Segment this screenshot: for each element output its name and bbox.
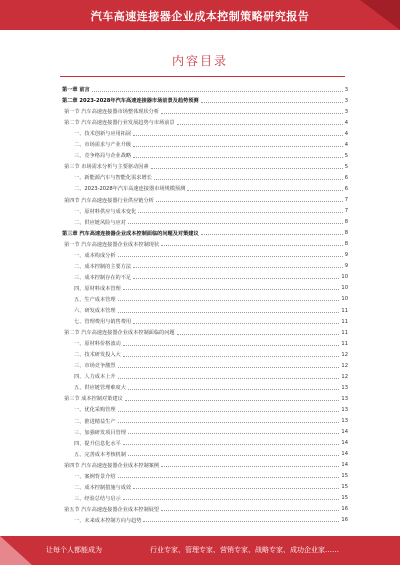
- toc-heading: 内容目录: [171, 54, 228, 68]
- toc-entry[interactable]: [74, 382, 348, 393]
- toc-entry-page: 12: [341, 373, 348, 380]
- toc-leader-dots: [128, 428, 340, 434]
- toc-leader-dots: [143, 516, 339, 522]
- toc-entry-label: 一、案例背景介绍: [74, 473, 116, 480]
- toc-entry[interactable]: [74, 217, 348, 228]
- toc-entry-page: 8: [344, 241, 348, 248]
- toc-entry[interactable]: [74, 283, 348, 294]
- toc-leader-dots: [123, 340, 340, 346]
- toc-entry-label: 第三节 成本控制对策建议: [64, 396, 123, 403]
- toc-entry-page: 11: [341, 318, 348, 325]
- toc-leader-dots: [187, 185, 342, 191]
- toc-entry-label: 一、新能源汽车与智能化需求增长: [74, 175, 152, 182]
- toc-entry-label: 二、推进精益生产: [74, 418, 116, 425]
- toc-entry[interactable]: [64, 117, 348, 128]
- toc-entry-page: 8: [344, 219, 348, 226]
- toc-entry[interactable]: [74, 438, 348, 449]
- toc-entry-label: 第四节 汽车高速连接器企业成本控制案例: [64, 462, 160, 469]
- toc-entry-label: 第一节 汽车高速连接器企业成本控制现状: [64, 241, 160, 248]
- toc-leader-dots: [118, 406, 340, 412]
- toc-leader-dots: [161, 505, 339, 511]
- toc-leader-dots: [92, 86, 343, 92]
- toc-entry-page: 4: [344, 130, 348, 137]
- report-header: [0, 0, 400, 30]
- toc-entry-page: 15: [341, 495, 348, 502]
- toc-entry[interactable]: [62, 95, 348, 106]
- toc-leader-dots: [177, 329, 340, 335]
- toc-entry[interactable]: [62, 228, 348, 239]
- toc-entry-page: 14: [341, 440, 348, 447]
- toc-entry-label: 三、经验总结与启示: [74, 495, 121, 502]
- toc-entry[interactable]: [74, 261, 348, 272]
- toc-leader-dots: [154, 174, 343, 180]
- toc-leader-dots: [123, 284, 340, 290]
- toc-entry[interactable]: [74, 371, 348, 382]
- toc-entry[interactable]: [74, 338, 348, 349]
- toc-leader-dots: [123, 439, 340, 445]
- toc-entry[interactable]: [64, 161, 348, 172]
- toc-leader-dots: [156, 196, 343, 202]
- toc-entry-page: 14: [341, 462, 348, 469]
- toc-entry-label: 七、管理费用与销售费用: [74, 319, 132, 326]
- toc-entry[interactable]: [74, 449, 348, 460]
- toc-leader-dots: [118, 307, 340, 313]
- toc-leader-dots: [138, 207, 342, 213]
- toc-entry[interactable]: [74, 349, 348, 360]
- toc-entry-label: 一、成本构成分析: [74, 252, 116, 259]
- toc-entry-label: 一、技术创新与应用拓展: [74, 131, 132, 138]
- toc-entry[interactable]: [64, 106, 348, 117]
- toc-entry-label: 第三节 市场需求分析与主要驱动因素: [64, 164, 149, 171]
- toc-entry-page: 5: [344, 163, 348, 170]
- toc-leader-dots: [133, 130, 343, 136]
- toc-leader-dots: [133, 262, 343, 268]
- toc-entry-page: 15: [341, 484, 348, 491]
- toc-leader-dots: [123, 494, 340, 500]
- toc-leader-dots: [118, 295, 340, 301]
- toc-entry[interactable]: [64, 195, 348, 206]
- toc-entry[interactable]: [64, 393, 348, 404]
- toc-entry-page: 3: [344, 97, 348, 104]
- toc-entry-page: 13: [341, 418, 348, 424]
- toc-entry[interactable]: [62, 84, 348, 95]
- footer-slogan-right: 行业专家、管理专家、营销专家、战略专家、成功企业家……: [150, 546, 339, 554]
- toc-entry-label: 第二节 汽车高速连接器企业成本控制面临的问题: [64, 330, 175, 337]
- toc-entry-label: 第三章 汽车高速连接器企业成本控制面临的问题及对策建议: [62, 230, 199, 237]
- toc-leader-dots: [201, 97, 343, 103]
- toc-leader-dots: [128, 218, 343, 224]
- toc-entry[interactable]: [74, 128, 348, 139]
- toc-entry-label: 三、成本控制存在的不足: [74, 274, 132, 281]
- toc-leader-dots: [118, 472, 340, 478]
- toc-entry-label: 四、提升信息化水平: [74, 440, 121, 447]
- toc-entry-label: 三、竞争格局与企业战略: [74, 153, 132, 160]
- toc-entry-page: 12: [341, 362, 348, 369]
- toc-leader-dots: [133, 152, 343, 158]
- toc-entry-label: 第一节 汽车高速连接器市场整体现状分析: [64, 109, 160, 116]
- toc-leader-dots: [161, 108, 343, 114]
- toc-entry[interactable]: [64, 239, 348, 250]
- toc-leader-dots: [133, 318, 339, 324]
- toc-entry[interactable]: [74, 360, 348, 371]
- toc-leader-dots: [118, 417, 340, 423]
- toc-leader-dots: [133, 483, 339, 489]
- toc-entry-label: 第二节 汽车高速连接器行业发展趋势与市场前景: [64, 120, 175, 127]
- toc-entry-page: 4: [344, 141, 348, 148]
- toc-entry-page: 11: [341, 340, 348, 347]
- toc-entry[interactable]: [74, 139, 348, 150]
- toc-leader-dots: [133, 273, 339, 279]
- toc-entry[interactable]: [74, 482, 348, 493]
- toc-leader-dots: [118, 362, 340, 368]
- toc-entry-page: 15: [341, 473, 348, 480]
- toc-entry-label: 五、生产成本管理: [74, 296, 116, 303]
- toc-entry[interactable]: [74, 316, 348, 327]
- toc-entry-label: 二、2023-2028年汽车高速连接器市场规模预测: [74, 186, 186, 193]
- toc-entry-page: 11: [341, 307, 348, 314]
- footer-corner-decoration: [0, 536, 32, 565]
- toc-entry-page: 4: [344, 119, 348, 126]
- toc-entry-label: 四、原材料成本管理: [74, 285, 121, 292]
- toc-leader-dots: [118, 251, 343, 257]
- toc-entry-label: 二、供应链风险与应对: [74, 219, 126, 226]
- toc-entry-label: 一、原材料价格波动: [74, 341, 121, 348]
- toc-entry-label: 五、供应链管理难度大: [74, 385, 126, 392]
- toc-entry-page: 3: [344, 86, 348, 93]
- toc-leader-dots: [128, 450, 340, 456]
- toc-leader-dots: [201, 229, 343, 235]
- toc-leader-dots: [125, 395, 340, 401]
- toc-entry-label: 一、原材料供应与成本变化: [74, 208, 137, 215]
- toc-entry-page: 7: [344, 208, 348, 215]
- toc-entry[interactable]: [74, 183, 348, 194]
- toc-entry[interactable]: [74, 172, 348, 183]
- toc-entry[interactable]: [74, 427, 348, 438]
- toc-entry-label: 二、技术研发投入大: [74, 352, 121, 359]
- toc-entry-label: 第一章 前言: [62, 87, 90, 93]
- report-title: 汽车高速连接器企业成本控制策略研究报告: [90, 10, 310, 23]
- toc-entry[interactable]: [74, 305, 348, 316]
- toc-entry-page: 14: [341, 451, 348, 458]
- toc-entry-page: 13: [341, 384, 348, 391]
- toc-entry-page: 5: [344, 152, 348, 159]
- toc-entry-label: 六、研发成本管理: [74, 308, 116, 314]
- toc-entry-label: 三、市场竞争激烈: [74, 363, 116, 370]
- toc-entry-page: 13: [341, 395, 348, 402]
- footer-slogan-left: 让每个人都能成为: [46, 546, 102, 554]
- toc-entry[interactable]: [64, 460, 348, 471]
- toc-entry-page: 14: [341, 429, 348, 436]
- toc-entry-page: 12: [341, 351, 348, 358]
- toc-entry-page: 8: [344, 230, 348, 237]
- toc-leader-dots: [177, 119, 343, 125]
- toc-entry-label: 二、市场需求与产业升级: [74, 142, 132, 149]
- toc-entry[interactable]: [64, 504, 348, 515]
- toc-entry-label: 一、优化采购管理: [74, 407, 116, 414]
- toc-entry-label: 四、人力成本上升: [74, 374, 116, 381]
- toc-entry-label: 第二章 2023-2028年汽车高速连接器市场前景及趋势预测: [62, 98, 199, 105]
- toc-leader-dots: [123, 351, 340, 357]
- toc-entry-page: 6: [344, 185, 348, 192]
- toc-entry[interactable]: [74, 493, 348, 504]
- toc-leader-dots: [128, 384, 340, 390]
- toc-entry-page: 7: [344, 197, 348, 203]
- toc-leader-dots: [133, 141, 343, 147]
- toc-entry-label: 一、未来成本控制方向与趋势: [74, 517, 142, 524]
- toc-entry-page: 13: [341, 406, 348, 413]
- toc-entry-label: 第五节 汽车高速连接器企业成本控制展望: [64, 506, 160, 513]
- toc-entry-page: 6: [344, 174, 348, 181]
- toc-entry-page: 10: [341, 274, 348, 281]
- toc-leader-dots: [161, 461, 339, 467]
- toc-entry-page: 16: [341, 517, 348, 524]
- toc-entry[interactable]: [74, 206, 348, 217]
- toc-entry-page: 9: [344, 263, 348, 270]
- toc-entry[interactable]: [74, 416, 348, 427]
- toc-entry-label: 五、完善成本考核机制: [74, 451, 126, 458]
- toc-entry-label: 二、成本控制措施与成效: [74, 484, 132, 491]
- toc-entry-page: 11: [341, 329, 348, 336]
- toc-entry[interactable]: [64, 327, 348, 338]
- toc-entry[interactable]: [74, 515, 348, 526]
- toc-entry-page: 10: [341, 285, 348, 292]
- toc-leader-dots: [151, 163, 343, 169]
- toc-entry-page: 10: [341, 296, 348, 303]
- toc-entry[interactable]: [74, 404, 348, 415]
- toc-entry-label: 二、成本控制的主要方法: [74, 263, 132, 270]
- toc-entry[interactable]: [74, 150, 348, 161]
- toc-entry[interactable]: [74, 250, 348, 261]
- toc-leader-dots: [161, 240, 343, 246]
- toc-entry-page: 9: [344, 252, 348, 259]
- toc-entry[interactable]: [74, 294, 348, 305]
- toc-entry-label: 三、加强研发项目管理: [74, 429, 126, 436]
- toc-entry[interactable]: [74, 471, 348, 482]
- toc-entry-page: 16: [341, 506, 348, 513]
- toc-entry-page: 3: [344, 108, 348, 115]
- toc-leader-dots: [118, 373, 340, 379]
- toc-entry[interactable]: [74, 272, 348, 283]
- toc-entry-label: 第四节 汽车高速连接器行业供应链分析: [64, 197, 154, 204]
- page-footer: [0, 536, 400, 565]
- toc-divider: [60, 76, 345, 77]
